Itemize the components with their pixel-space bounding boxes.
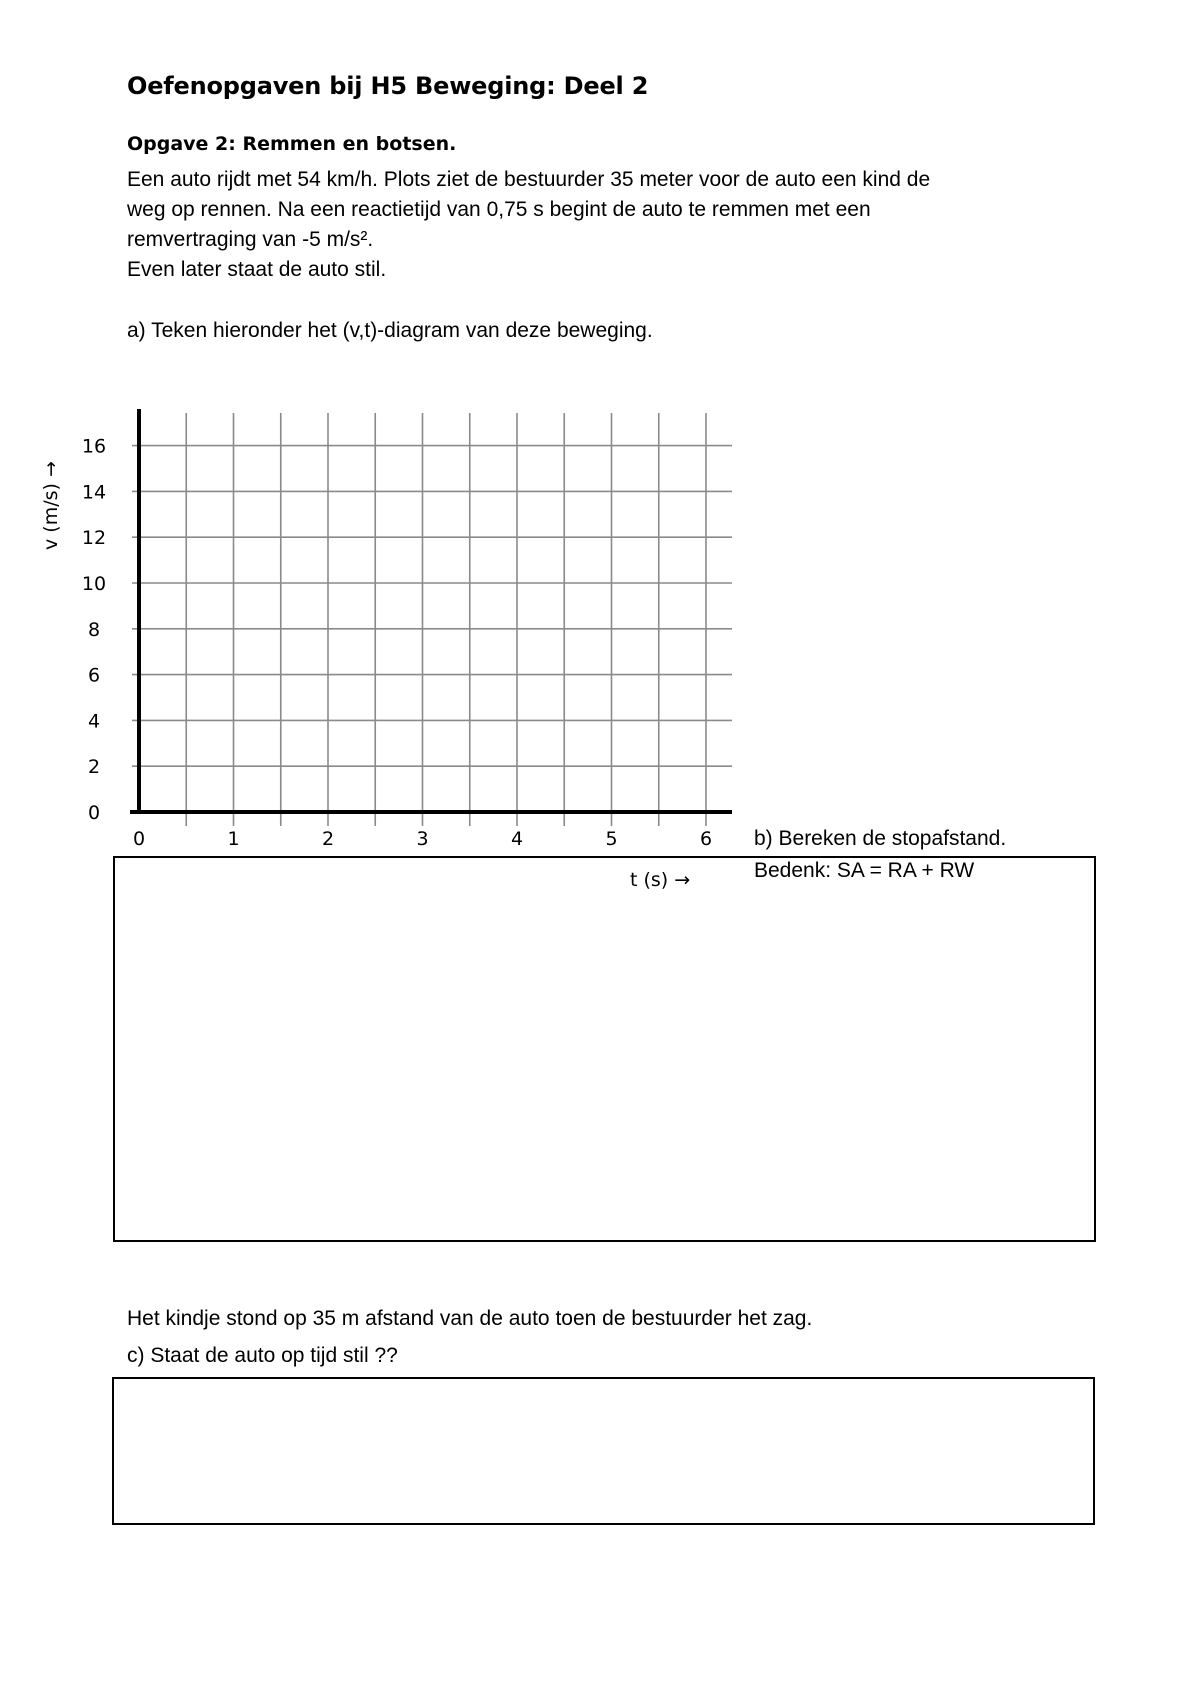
- problem-line: remvertraging van -5 m/s².: [127, 228, 374, 251]
- x-tick-label: 2: [321, 828, 335, 850]
- y-axis-title: v (m/s) →: [40, 461, 62, 550]
- x-axis-title: t (s) →: [630, 869, 691, 891]
- answer-box-c[interactable]: [112, 1377, 1095, 1525]
- question-b-hint: Bedenk: SA = RA + RW: [754, 859, 975, 882]
- x-tick-label: 0: [132, 828, 146, 850]
- x-tick-label: 3: [416, 828, 429, 850]
- vt-diagram-grid: [0, 0, 760, 891]
- y-tick-label: 16: [81, 435, 107, 458]
- y-tick-label: 12: [81, 527, 107, 550]
- problem-line: Even later staat de auto stil.: [127, 258, 387, 281]
- answer-box-b[interactable]: [113, 856, 1096, 1242]
- exercise-heading: Opgave 2: Remmen en botsen.: [127, 133, 457, 155]
- y-tick-label: 0: [87, 802, 101, 824]
- tick-labels: [82, 436, 712, 850]
- y-tick-label: 14: [81, 481, 107, 504]
- axes: [130, 409, 732, 814]
- x-tick-label: 6: [699, 828, 713, 850]
- y-tick-label: 6: [87, 664, 101, 687]
- y-tick-label: 8: [87, 618, 101, 641]
- y-tick-label: 10: [81, 573, 107, 595]
- grid-lines: [132, 413, 732, 826]
- problem-line: Een auto rijdt met 54 km/h. Plots ziet de bestuurder 35 meter voor de auto een kind de: [127, 168, 931, 191]
- question-c-intro: Het kindje stond op 35 m afstand van de auto toen de bestuurder het zag.: [127, 1307, 813, 1330]
- page-title: Oefenopgaven bij H5 Beweging: Deel 2: [127, 72, 649, 100]
- y-tick-label: 2: [87, 756, 101, 779]
- x-tick-label: 1: [227, 828, 240, 850]
- x-tick-label: 4: [510, 828, 524, 850]
- question-a: a) Teken hieronder het (v,t)-diagram van deze beweging.: [127, 319, 653, 342]
- question-b-line: b) Bereken de stopafstand.: [754, 827, 1007, 850]
- y-tick-label: 4: [87, 710, 101, 733]
- question-c: c) Staat de auto op tijd stil ??: [127, 1344, 398, 1367]
- problem-line: weg op rennen. Na een reactietijd van 0,75 s begint de auto te remmen met een: [127, 198, 871, 221]
- x-tick-label: 5: [605, 828, 618, 850]
